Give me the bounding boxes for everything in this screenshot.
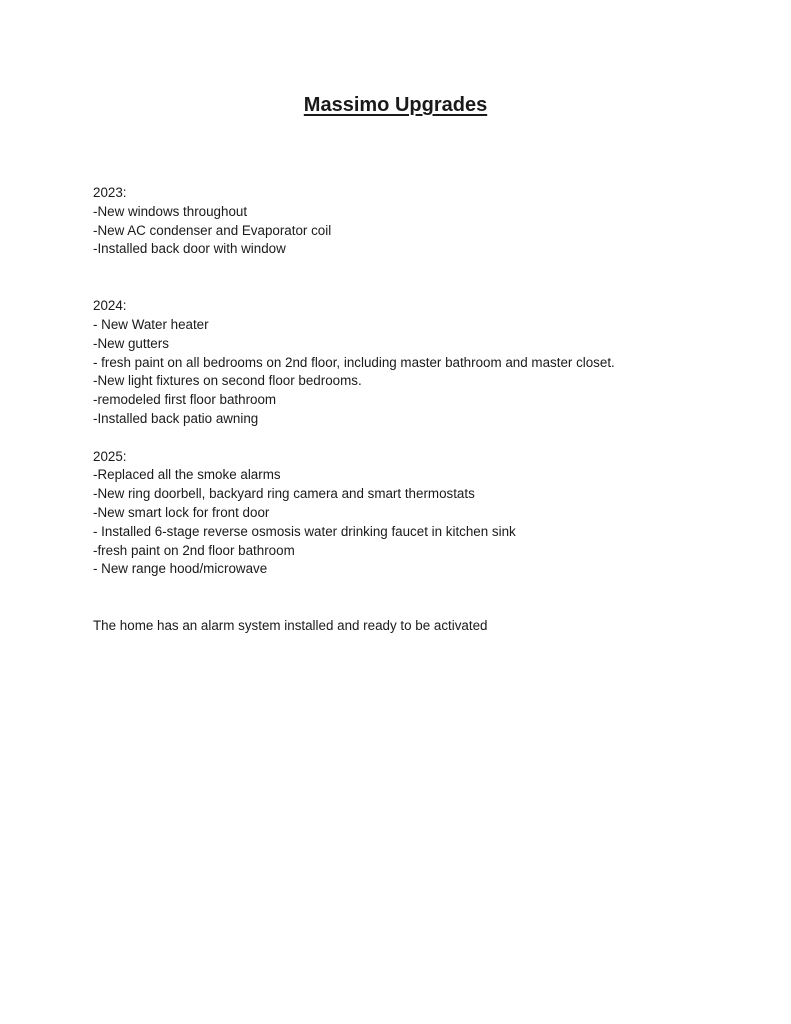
section-heading: 2024: bbox=[93, 298, 127, 314]
section-2024 bbox=[93, 297, 733, 429]
list-item: - fresh paint on all bedrooms on 2nd floor, including master bathroom and master closet. bbox=[93, 354, 615, 370]
list-item: - New range hood/microwave bbox=[93, 561, 268, 577]
list-item: -New ring doorbell, backyard ring camera and smart thermostats bbox=[93, 486, 475, 502]
document-body bbox=[93, 184, 733, 636]
list-item: -Installed back patio awning bbox=[93, 410, 259, 426]
list-item: -remodeled first floor bathroom bbox=[93, 392, 277, 408]
section-heading: 2023: bbox=[93, 185, 127, 200]
list-item: -New windows throughout bbox=[93, 203, 248, 219]
list-item: - New Water heater bbox=[93, 316, 209, 332]
list-item: -New light fixtures on second floor bedrooms. bbox=[93, 373, 362, 389]
list-item: -Installed back door with window bbox=[93, 241, 286, 257]
list-item: -fresh paint on 2nd floor bathroom bbox=[93, 542, 295, 558]
list-item: -New smart lock for front door bbox=[93, 504, 270, 520]
section-heading: 2025: bbox=[93, 448, 127, 464]
document-title: Massimo Upgrades bbox=[303, 94, 488, 116]
list-item: -New gutters bbox=[93, 335, 169, 351]
section-2025 bbox=[93, 448, 733, 580]
list-item: - Installed 6-stage reverse osmosis water drinking faucet in kitchen sink bbox=[93, 523, 516, 539]
list-item: -New AC condenser and Evaporator coil bbox=[93, 222, 332, 238]
section-2023 bbox=[93, 184, 733, 259]
list-item: -Replaced all the smoke alarms bbox=[93, 467, 281, 483]
footer-note: The home has an alarm system installed and ready to be activated bbox=[93, 617, 488, 633]
